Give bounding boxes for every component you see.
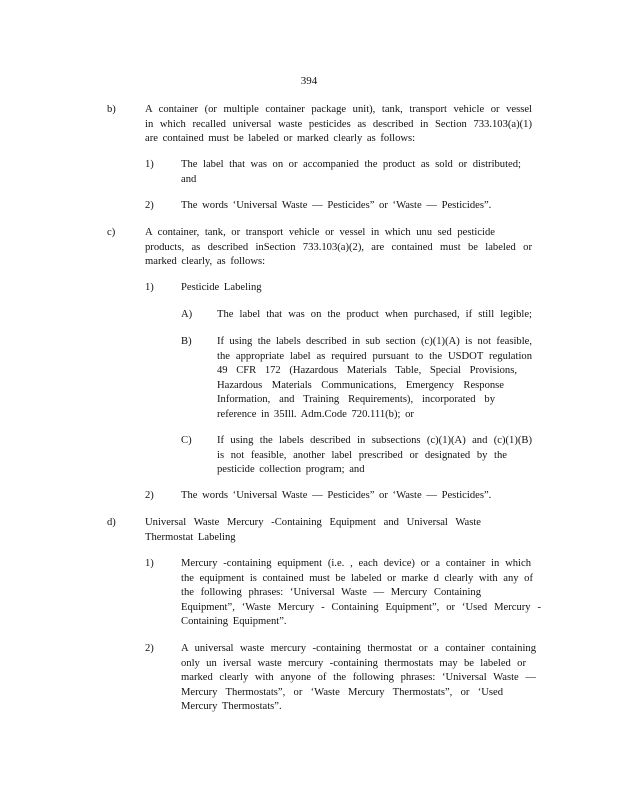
section-d-text bbox=[145, 516, 485, 545]
item-d2-label: 2) bbox=[145, 643, 154, 654]
text-line: only un iversal waste mercury -containing thermostats may be labeled or bbox=[181, 657, 526, 669]
text-line: and bbox=[181, 173, 197, 185]
text-line: products, as described inSection 733.103(a)(2), are contained must be labeled or bbox=[145, 241, 532, 253]
text-line: If using the labels described in subsections (c)(1)(A) and (c)(1)(B) bbox=[217, 435, 532, 446]
subitem-c1b-label: B) bbox=[181, 336, 192, 347]
text-line: If using the labels described in sub section (c)(1)(A) is not feasible, bbox=[217, 336, 532, 347]
text-line: Mercury Thermostats”, or ‘Waste Mercury Thermostats”, or ‘Used bbox=[181, 686, 503, 698]
item-c2-text bbox=[181, 489, 491, 504]
item-b1-text bbox=[181, 158, 521, 187]
text-line: marked clearly, as follows: bbox=[145, 256, 266, 267]
text-line: is not feasible, another label prescribed or designated by the bbox=[217, 449, 507, 461]
item-c2-label: 2) bbox=[145, 490, 154, 501]
text-line: Thermostat Labeling bbox=[145, 531, 236, 543]
item-b2-text bbox=[181, 199, 491, 214]
section-c-text bbox=[145, 226, 532, 270]
text-line: Pesticide Labeling bbox=[181, 282, 262, 293]
text-line: Mercury Thermostats”. bbox=[181, 701, 282, 712]
text-line: The words ‘Universal Waste — Pesticides” or ‘Waste — Pesticides”. bbox=[181, 490, 492, 501]
item-b2-label: 2) bbox=[145, 200, 154, 211]
section-b-label: b) bbox=[107, 104, 116, 115]
subitem-c1a-label: A) bbox=[181, 309, 193, 320]
text-line: A container, tank, or transport vehicle or vessel in which unu sed pesticide bbox=[145, 227, 495, 238]
text-line: Information, and Training Requirements), incorporated by bbox=[217, 394, 495, 405]
text-line: the following phrases: ‘Universal Waste — Mercury Containing bbox=[181, 587, 481, 598]
item-d1-label: 1) bbox=[145, 558, 154, 569]
section-b-text bbox=[145, 103, 532, 147]
text-line: Universal Waste Mercury -Containing Equipment and Universal Waste bbox=[145, 517, 481, 528]
text-line: 49 CFR 172 (Hazardous Materials Table, Special Provisions, bbox=[217, 365, 517, 376]
subitem-c1a-text bbox=[217, 308, 532, 323]
item-d1-text bbox=[181, 557, 541, 630]
text-line: A universal waste mercury -containing thermostat or a container containing bbox=[181, 643, 536, 654]
section-c-label: c) bbox=[107, 227, 116, 238]
item-c1-text bbox=[181, 281, 262, 296]
text-line: the equipment is contained must be labeled or marke d clearly with any of bbox=[181, 572, 533, 584]
text-line: The words ‘Universal Waste — Pesticides” or ‘Waste — Pesticides”. bbox=[181, 200, 492, 211]
text-line: The label that was on the product when purchased, if still legible; bbox=[217, 309, 532, 320]
item-d2-text bbox=[181, 642, 536, 715]
text-line: the appropriate label as required pursuant to the USDOT regulation bbox=[217, 350, 532, 362]
subitem-c1b-text bbox=[217, 335, 532, 422]
text-line: reference in 35Ill. Adm.Code 720.111(b); or bbox=[217, 408, 414, 420]
subitem-c1c-label: C) bbox=[181, 435, 192, 446]
text-line: marked clearly with anyone of the following phrases: ‘Universal Waste — bbox=[181, 672, 536, 683]
subitem-c1c-text bbox=[217, 434, 532, 478]
item-c1-label: 1) bbox=[145, 282, 154, 293]
text-line: Equipment”, ‘Waste Mercury - Containing Equipment”, or ‘Used Mercury - bbox=[181, 601, 541, 613]
page-number: 394 bbox=[300, 75, 318, 87]
text-line: Containing Equipment”. bbox=[181, 616, 287, 627]
text-line: Mercury -containing equipment (i.e. , each device) or a container in which bbox=[181, 558, 531, 569]
text-line: Hazardous Materials Communications, Emergency Response bbox=[217, 379, 504, 391]
item-b1-label: 1) bbox=[145, 159, 154, 170]
text-line: in which recalled universal waste pesticides as described in Section 733.103(a)(1) bbox=[145, 118, 532, 130]
section-d-label: d) bbox=[107, 517, 116, 528]
text-line: A container (or multiple container package unit), tank, transport vehicle or vessel bbox=[145, 104, 532, 115]
text-line: are contained must be labeled or marked clearly as follows: bbox=[145, 133, 416, 144]
text-line: pesticide collection program; and bbox=[217, 464, 365, 475]
text-line: The label that was on or accompanied the product as sold or distributed; bbox=[181, 159, 521, 170]
